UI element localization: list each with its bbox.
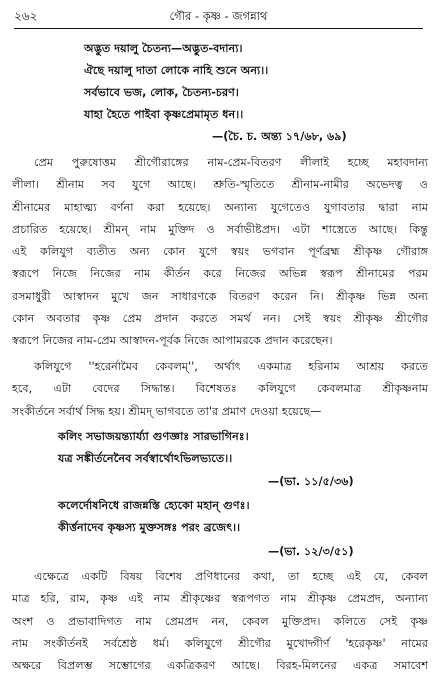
verse-line: ঐছে দয়ালু দাতা লোকে নাহি শুনে অন্য।। [84, 64, 269, 77]
verse-line: যাহা হৈতে পাইবা কৃষ্ণপ্রেমামৃত ধন।। [84, 108, 244, 121]
text-line: স্বরূপে নিজে নিজের নাম কীর্তন করে নিজের অভিন্ন স্বরূপ শ্রীনামের পরম [12, 267, 428, 281]
page-number: ২৬২ [14, 9, 38, 23]
header-rule [14, 28, 423, 29]
text-line: এক্ষেত্রে একটি বিষয় বিশেষ প্রণিধানের কথা, তা হচ্ছে এই যে, কেবল [34, 570, 428, 583]
verse-reference: —(ভা. ১২/৩/৫১) [268, 545, 354, 558]
verse-reference: —(ভা. ১১/৫/৩৬) [268, 475, 354, 488]
sanskrit-verse-line: যত্র সঙ্কীর্তনেনৈব সর্বস্বার্থোঽভিলভ্যতে।। [58, 452, 233, 465]
sanskrit-verse-line: কলিং সভাজয়ন্ত্যার্য্যা গুণজ্ঞাঃ সারভাগিনঃ। [58, 430, 249, 443]
sanskrit-verse-line: কীর্ত্তনাদেব কৃষ্ণস্য মুক্তসঙ্গঃ পরং ব্রজেৎ।। [58, 521, 241, 534]
running-title: গৌর - কৃষ্ণ - জগন্নাথ [169, 9, 268, 23]
text-line: অংশ ও প্রভাবাদিগত নাম প্রেমপ্রদ নন, কেবল মুক্তিপ্রদ। কলিতে সেই কৃষ্ণ [12, 614, 428, 628]
paragraph [12, 152, 428, 353]
verse-line: অদ্ভুত দয়ালু চৈতন্য—অদ্ভুত-বদান্য। [84, 42, 243, 55]
text-line: অক্ষরে বিপ্রলম্ভ সম্ভোগের একত্রিকরণ আছে। বিরহ-মিলনের একত্র সমাবেশ [12, 659, 428, 673]
text-line: কোন অবতার কৃষ্ণ প্রেম প্রদান করতে সমর্থ নন। সেই স্বয়ং শ্রীকৃষ্ণ শ্রীগৌর [12, 312, 428, 326]
sanskrit-verse-line: কলের্দোষনিধে রাজন্নস্তি হ্যেকো মহান্‌ গুণঃ। [58, 499, 250, 512]
text-line: এই কলিযুগ ব্যতীত অন্য কোন যুগে স্বয়ং ভগবান পূর্ণব্রহ্ম শ্রীকৃষ্ণ গৌরাঙ্গ [12, 245, 428, 259]
text-line: শ্রীনামের মাহাত্ম্য বর্ণনা করা হয়েছে। অন্যান্য যুগেতেও যুগাবতার দ্বারা নাম [12, 200, 428, 214]
text-line: হবে, এটা বেদের সিদ্ধান্ত। বিশেষতঃ কলিযুগে কেবলমাত্র শ্রীকৃষ্ণনাম [12, 382, 428, 396]
text-line: লীলা। শ্রীনাম সব যুগে আছে। শ্রুতি-স্মৃতিতে শ্রীনাম-নামীর অভেদত্ব ও [12, 178, 428, 192]
paragraph [12, 356, 428, 423]
text-line: সংকীর্তনে সর্বার্থ সিদ্ধ হয়। শ্রীমদ্‌ ভাগবতে তা'র প্রমাণ দেওয়া হয়েছে— [12, 404, 322, 418]
text-line: স্বরূপে নিজের নাম-প্রেম আস্বাদন-পূর্বক নিজে আপামরকে প্রদান করেছেন। [12, 334, 333, 348]
verse-line: সর্বভাবে ভজ, লোক, চৈতন্য-চরণ। [84, 86, 239, 99]
verse-reference: —(চৈ. চ. অন্ত্য ১৭/৬৮, ৬৯) [212, 130, 347, 143]
text-line: প্রচারিত হয়েছে। শ্রীমন্‌ নাম মুক্তিদ ও সর্বাভীষ্টপ্রদ। এটা শাস্ত্রেতে আছে। কিন্তু [12, 222, 428, 236]
text-line: নাম সংকীর্তনই সর্বশ্রেষ্ঠ ধর্ম। কলিযুগে শ্রীগৌর মুখোদ্গীর্ণ 'হরেকৃষ্ণ' নামের [12, 636, 428, 650]
text-line: কলিযুগে ''হরের্নামৈব কেবলম্‌'', অর্থাৎ একমাত্র হরিনাম আশ্রয় করতে [34, 360, 428, 373]
text-line: মাত্র হরি, রাম, কৃষ্ণ এই নাম শ্রীকৃষ্ণের স্বরূপগত নাম শ্রীকৃষ্ণ প্রেমপ্রদ, অন্যান্য [12, 592, 428, 606]
text-line: রসমাধুরী আস্বাদন মুখে জন সাধারণকে বিতরণ করেন নি। শ্রীকৃষ্ণ ভিন্ন অন্য [12, 289, 428, 303]
paragraph [12, 566, 428, 677]
text-line: প্রেম পুরুষোত্তম শ্রীগৌরাঙ্গের নাম-প্রেম-বিতরণ লীলাই হচ্ছে মহাবদান্য [34, 156, 428, 169]
page-header [14, 8, 423, 26]
